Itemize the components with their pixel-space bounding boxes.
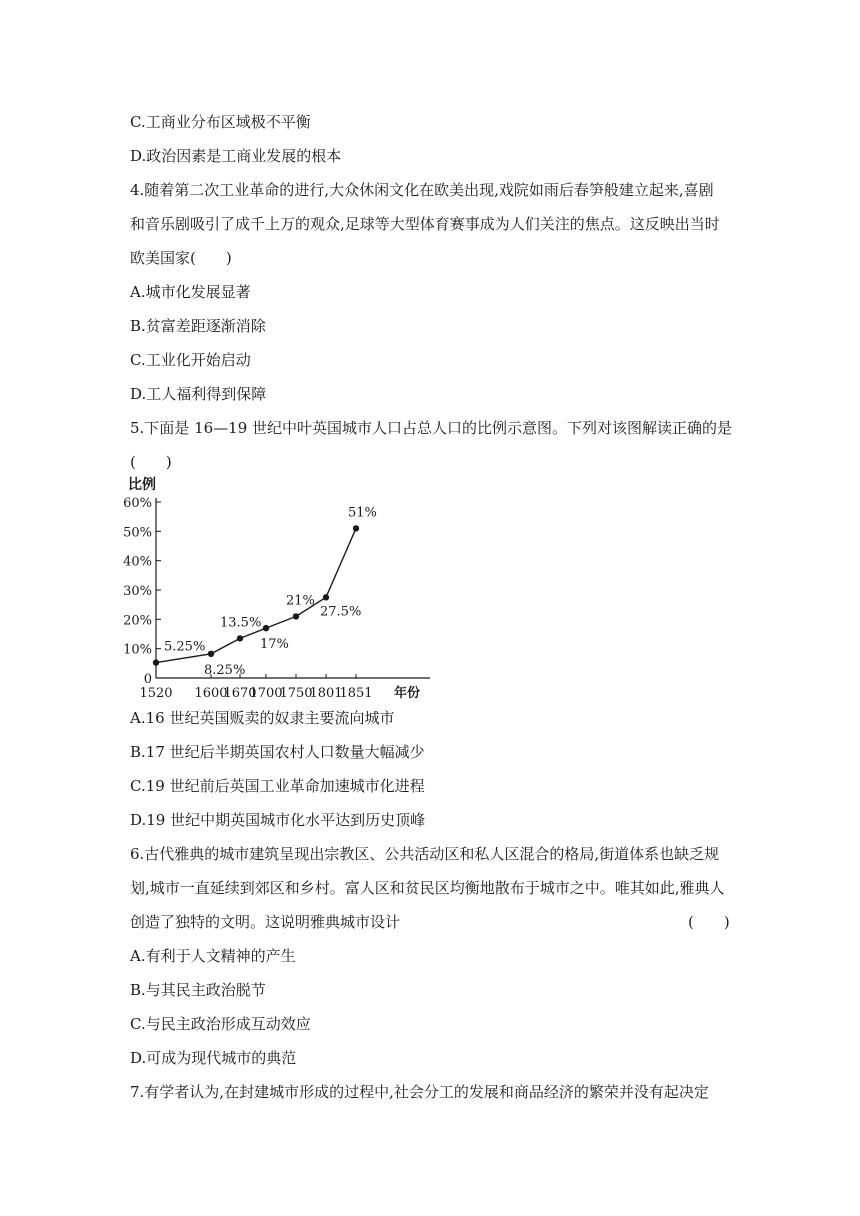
option-5b: B.17 世纪后半期英国农村人口数量大幅减少	[130, 743, 425, 761]
option-5a: A.16 世纪英国贩卖的奴隶主要流向城市	[130, 709, 395, 727]
y-ticks	[123, 496, 161, 687]
option-3d: D.政治因素是工商业发展的根本	[130, 147, 342, 165]
data-label: 17%	[260, 637, 289, 653]
data-point	[237, 635, 243, 641]
option-5d: D.19 世纪中期英国城市化水平达到历史顶峰	[130, 811, 426, 829]
data-label: 5.25%	[164, 639, 206, 655]
option-6b: B.与其民主政治脱节	[130, 981, 266, 999]
x-tick-label: 1700	[249, 686, 283, 701]
question-6-answer-paren: ( )	[688, 913, 730, 931]
x-tick-label: 1750	[279, 686, 313, 701]
question-6-line-3: 创造了独特的文明。这说明雅典城市设计	[130, 913, 401, 931]
x-axis-label: 年份	[394, 686, 421, 701]
y-tick-label: 30%	[123, 584, 152, 599]
option-4d: D.工人福利得到保障	[130, 385, 267, 403]
y-tick-label: 40%	[123, 554, 152, 570]
question-4-line-3: 欧美国家( )	[130, 249, 232, 267]
option-5c: C.19 世纪前后英国工业革命加速城市化进程	[130, 777, 425, 795]
data-label: 27.5%	[320, 604, 362, 620]
option-6c: C.与民主政治形成互动效应	[130, 1015, 311, 1033]
option-3c: C.工商业分布区域极不平衡	[130, 113, 311, 131]
question-6-line-1: 6.古代雅典的城市建筑呈现出宗教区、公共活动区和私人区混合的格局,街道体系也缺乏规	[130, 845, 720, 863]
option-4a: A.城市化发展显著	[130, 283, 251, 301]
question-5-line-2: ( )	[130, 453, 172, 471]
data-point	[353, 525, 359, 531]
y-tick-label: 10%	[123, 642, 152, 658]
x-tick-label: 1801	[309, 686, 343, 701]
option-4b: B.贫富差距逐渐消除	[130, 317, 266, 335]
y-tick-label: 50%	[123, 525, 152, 541]
data-point	[323, 594, 329, 600]
x-tick-label: 1600	[194, 686, 228, 701]
question-5-line-1: 5.下面是 16—19 世纪中叶英国城市人口占总人口的比例示意图。下列对该图解读正确的是	[130, 419, 733, 437]
option-6d: D.可成为现代城市的典范	[130, 1049, 297, 1067]
data-point	[263, 625, 269, 631]
y-tick-label: 60%	[123, 496, 152, 511]
y-axis-label: 比例	[128, 477, 156, 493]
data-label: 21%	[286, 593, 315, 609]
option-6a: A.有利于人文精神的产生	[130, 947, 296, 965]
question-4-line-1: 4.随着第二次工业革命的进行,大众休闲文化在欧美出现,戏院如雨后春笋般建立起来,喜剧	[130, 181, 714, 199]
x-tick-label: 1520	[139, 686, 173, 701]
data-point	[208, 651, 214, 657]
data-label: 8.25%	[204, 662, 246, 678]
data-labels	[164, 505, 377, 677]
urban-population-chart	[118, 470, 438, 706]
data-point	[153, 659, 159, 665]
option-4c: C.工业化开始启动	[130, 351, 251, 369]
question-7-line-1: 7.有学者认为,在封建城市形成的过程中,社会分工的发展和商品经济的繁荣并没有起决定	[130, 1083, 709, 1101]
y-tick-label: 0	[143, 672, 152, 687]
question-4-line-2: 和音乐剧吸引了成千上万的观众,足球等大型体育赛事成为人们关注的焦点。这反映出当时	[130, 215, 720, 233]
x-tick-label: 1851	[339, 686, 373, 701]
data-label: 13.5%	[220, 615, 262, 631]
x-tick-label: 1670	[223, 686, 257, 701]
data-label: 51%	[348, 505, 377, 521]
y-tick-label: 20%	[123, 613, 152, 629]
data-point	[293, 613, 299, 619]
question-6-line-2: 划,城市一直延续到郊区和乡村。富人区和贫民区均衡地散布于城市之中。唯其如此,雅典人	[130, 879, 725, 897]
